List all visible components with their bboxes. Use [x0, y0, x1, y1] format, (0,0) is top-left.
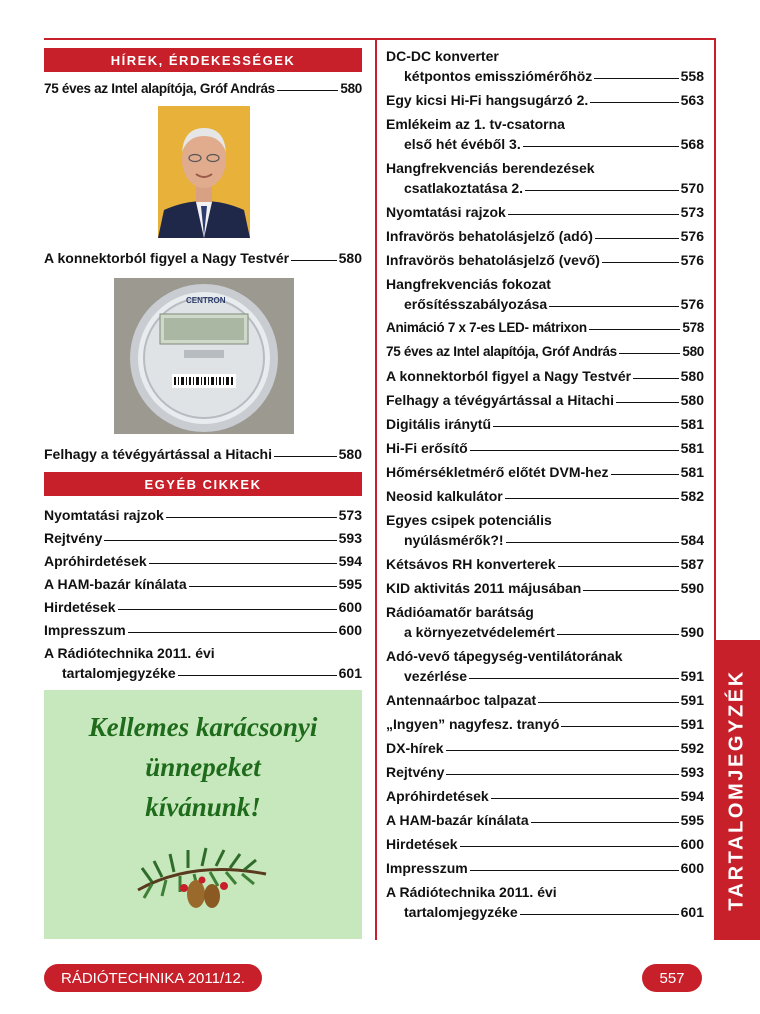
- side-tab-label: TARTALOMJEGYZÉK: [725, 669, 748, 911]
- toc-title: Egyes csipek potenciális: [386, 512, 552, 528]
- toc-title: DC-DC konverter: [386, 48, 499, 64]
- item-page: 593: [338, 530, 362, 546]
- toc-page: 580: [682, 344, 704, 359]
- toc-item[interactable]: [386, 462, 704, 482]
- toc-item[interactable]: [386, 810, 704, 830]
- toc-page: 563: [680, 92, 704, 108]
- item-title: Apróhirdetések: [44, 553, 147, 569]
- item-title: Impresszum: [44, 622, 126, 638]
- toc-item[interactable]: [386, 690, 704, 710]
- leader-line: [460, 846, 679, 847]
- leader-line: [274, 456, 337, 457]
- toc-item[interactable]: [386, 390, 704, 410]
- toc-item[interactable]: [386, 554, 704, 574]
- toc-item[interactable]: [386, 274, 704, 314]
- leader-line: [558, 566, 679, 567]
- toc-page: 580: [680, 368, 704, 384]
- list-item[interactable]: [44, 551, 362, 571]
- item-page: 600: [338, 622, 362, 638]
- leader-line: [470, 450, 679, 451]
- toc-item[interactable]: [386, 438, 704, 458]
- toc-item[interactable]: [386, 114, 704, 154]
- leader-line: [583, 590, 678, 591]
- item-page: 601: [338, 665, 362, 681]
- leader-line: [446, 774, 678, 775]
- item-title: Hirdetések: [44, 599, 116, 615]
- toc-page: 570: [680, 180, 704, 196]
- toc-title-cont: a környezetvédelemért: [404, 624, 555, 640]
- leader-line: [589, 329, 681, 330]
- toc-title: Antennaárboc talpazat: [386, 692, 537, 708]
- toc-title: Hirdetések: [386, 836, 458, 852]
- toc-page: 595: [680, 812, 704, 828]
- list-item[interactable]: [44, 643, 362, 683]
- toc-title: Neosid kalkulátor: [386, 488, 503, 504]
- toc-page: 584: [680, 532, 704, 548]
- toc-item[interactable]: [386, 882, 704, 922]
- toc-title-cont: erősítésszabályozása: [404, 296, 548, 312]
- toc-title: Digitális iránytű: [386, 416, 492, 432]
- item-title: Rejtvény: [44, 530, 103, 546]
- toc-title: Hőmérsékletmérő előtét DVM-hez: [386, 464, 609, 480]
- toc-title: A Rádiótechnika 2011. évi: [386, 884, 557, 900]
- toc-item[interactable]: [386, 486, 704, 506]
- toc-title: „Ingyen” nagyfesz. tranyó: [386, 716, 560, 732]
- right-rule: [714, 38, 716, 640]
- list-item[interactable]: [44, 505, 362, 525]
- toc-title: 75 éves az Intel alapítója, Gróf András: [386, 344, 617, 359]
- item-page: 600: [338, 599, 362, 615]
- toc-page: 581: [680, 416, 704, 432]
- toc-page: 576: [680, 296, 704, 312]
- toc-item[interactable]: [386, 858, 704, 878]
- leader-line: [520, 914, 679, 915]
- item-page: 594: [338, 553, 362, 569]
- leader-line: [595, 238, 679, 239]
- toc-page: 573: [680, 204, 704, 220]
- leader-line: [277, 90, 338, 91]
- leader-line: [104, 540, 336, 541]
- leader-line: [616, 402, 679, 403]
- toc-title-cont: tartalomjegyzéke: [404, 904, 518, 920]
- leader-line: [166, 517, 337, 518]
- toc-title-cont: nyúlásmérők?!: [404, 532, 504, 548]
- leader-line: [594, 78, 678, 79]
- toc-title: Animáció 7 x 7-es LED- mátrixon: [386, 320, 587, 335]
- leader-line: [602, 262, 679, 263]
- toc-item[interactable]: [386, 578, 704, 598]
- toc-page: 582: [680, 488, 704, 504]
- greeting-line: Kellemes karácsonyi: [88, 712, 318, 742]
- news-item-page: 580: [340, 81, 362, 96]
- section-banner-news: HÍREK, ÉRDEKESSÉGEK: [44, 48, 362, 72]
- news-item-page: 580: [338, 250, 362, 266]
- leader-line: [561, 726, 678, 727]
- leader-line: [531, 822, 679, 823]
- toc-page: 580: [680, 392, 704, 408]
- toc-title-cont: első hét évéből 3.: [404, 136, 521, 152]
- news-item-title: A konnektorból figyel a Nagy Testvér: [44, 250, 290, 266]
- toc-item[interactable]: [386, 46, 704, 86]
- leader-line: [469, 678, 679, 679]
- toc-page: 576: [680, 228, 704, 244]
- toc-page: 600: [680, 836, 704, 852]
- toc-item[interactable]: [386, 318, 704, 338]
- section-banner-other: EGYÉB CIKKEK: [44, 472, 362, 496]
- leader-line: [557, 634, 679, 635]
- toc-page: 594: [680, 788, 704, 804]
- leader-line: [118, 609, 337, 610]
- news-item-title: Felhagy a tévégyártással a Hitachi: [44, 446, 272, 462]
- toc-page: 568: [680, 136, 704, 152]
- meter-brand-label: CENTRON: [186, 296, 226, 305]
- toc-item[interactable]: [386, 342, 704, 362]
- leader-line: [493, 426, 679, 427]
- toc-title: Rejtvény: [386, 764, 445, 780]
- leader-line: [538, 702, 679, 703]
- toc-title: Infravörös behatolásjelző (vevő): [386, 252, 600, 268]
- toc-page: 591: [680, 716, 704, 732]
- leader-line: [446, 750, 679, 751]
- toc-title: Hi-Fi erősítő: [386, 440, 468, 456]
- toc-title-cont: kétpontos emissziómérőhöz: [404, 68, 593, 84]
- toc-page: 581: [680, 464, 704, 480]
- toc-item[interactable]: [386, 90, 704, 110]
- toc-page: 593: [680, 764, 704, 780]
- toc-title: Nyomtatási rajzok: [386, 204, 506, 220]
- item-title: A Rádiótechnika 2011. évi: [44, 645, 215, 661]
- toc-page: 558: [680, 68, 704, 84]
- leader-line: [291, 260, 337, 261]
- toc-page: 600: [680, 860, 704, 876]
- toc-item[interactable]: [386, 762, 704, 782]
- pine-branch-icon: [132, 830, 272, 920]
- toc-item[interactable]: [386, 202, 704, 222]
- toc-title: Emlékeim az 1. tv-csatorna: [386, 116, 565, 132]
- news-item-title: 75 éves az Intel alapítója, Gróf András: [44, 81, 275, 96]
- leader-line: [491, 798, 679, 799]
- greeting-line: kívánunk!: [145, 792, 261, 822]
- leader-line: [178, 675, 337, 676]
- leader-line: [505, 498, 679, 499]
- leader-line: [470, 870, 679, 871]
- leader-line: [523, 146, 679, 147]
- toc-page: 581: [680, 440, 704, 456]
- portrait-photo: [158, 106, 250, 238]
- toc-title: KID aktivitás 2011 májusában: [386, 580, 582, 596]
- toc-item[interactable]: [386, 786, 704, 806]
- list-item[interactable]: [44, 597, 362, 617]
- item-title-cont: tartalomjegyzéke: [62, 665, 176, 681]
- news-item-page: 580: [338, 446, 362, 462]
- toc-page: 591: [680, 692, 704, 708]
- holiday-greeting-box: [44, 690, 362, 939]
- toc-title: Adó-vevő tápegység-ventilátorának: [386, 648, 623, 664]
- column-divider: [375, 40, 377, 940]
- toc-item[interactable]: [386, 250, 704, 270]
- toc-title: Kétsávos RH konverterek: [386, 556, 556, 572]
- section-side-tab: [714, 640, 760, 940]
- toc-item[interactable]: [386, 414, 704, 434]
- toc-title: DX-hírek: [386, 740, 444, 756]
- list-item[interactable]: [44, 620, 362, 640]
- leader-line: [549, 306, 678, 307]
- publication-footer: RÁDIÓTECHNIKA 2011/12.: [44, 964, 262, 992]
- toc-page: 587: [680, 556, 704, 572]
- news-item[interactable]: [44, 248, 362, 268]
- toc-title: Hangfrekvenciás fokozat: [386, 276, 551, 292]
- toc-title: Hangfrekvenciás berendezések: [386, 160, 595, 176]
- toc-item[interactable]: [386, 366, 704, 386]
- item-page: 573: [338, 507, 362, 523]
- toc-item[interactable]: [386, 226, 704, 246]
- toc-page: 592: [680, 740, 704, 756]
- toc-page: 591: [680, 668, 704, 684]
- list-item[interactable]: [44, 574, 362, 594]
- item-page: 595: [338, 576, 362, 592]
- toc-page: 590: [680, 624, 704, 640]
- leader-line: [590, 102, 678, 103]
- toc-page: 576: [680, 252, 704, 268]
- toc-title: Felhagy a tévégyártással a Hitachi: [386, 392, 614, 408]
- toc-item[interactable]: [386, 602, 704, 642]
- page-number: 557: [642, 964, 702, 992]
- toc-title: A HAM-bazár kínálata: [386, 812, 529, 828]
- toc-page: 590: [680, 580, 704, 596]
- list-item[interactable]: [44, 528, 362, 548]
- item-title: Nyomtatási rajzok: [44, 507, 164, 523]
- leader-line: [189, 586, 337, 587]
- toc-page: 601: [680, 904, 704, 920]
- leader-line: [506, 542, 679, 543]
- toc-title: Infravörös behatolásjelző (adó): [386, 228, 593, 244]
- item-title: A HAM-bazár kínálata: [44, 576, 187, 592]
- toc-title: Apróhirdetések: [386, 788, 489, 804]
- toc-item[interactable]: [386, 158, 704, 198]
- toc-item[interactable]: [386, 738, 704, 758]
- smart-meter-photo: [114, 278, 294, 434]
- leader-line: [128, 632, 337, 633]
- leader-line: [525, 190, 679, 191]
- greeting-line: ünnepeket: [145, 752, 261, 782]
- leader-line: [633, 378, 679, 379]
- leader-line: [611, 474, 679, 475]
- leader-line: [619, 353, 680, 354]
- toc-title: A konnektorból figyel a Nagy Testvér: [386, 368, 632, 384]
- leader-line: [508, 214, 679, 215]
- top-rule: [44, 38, 716, 40]
- toc-item[interactable]: [386, 510, 704, 550]
- leader-line: [149, 563, 337, 564]
- toc-title: Rádióamatőr barátság: [386, 604, 534, 620]
- toc-item[interactable]: [386, 714, 704, 734]
- toc-title: Egy kicsi Hi-Fi hangsugárzó 2.: [386, 92, 589, 108]
- news-item[interactable]: [44, 79, 362, 99]
- other-articles-list: [44, 505, 362, 683]
- toc-title: Impresszum: [386, 860, 468, 876]
- toc-page: 578: [682, 320, 704, 335]
- toc-title-cont: csatlakoztatása 2.: [404, 180, 524, 196]
- toc-list: [386, 46, 704, 922]
- toc-item[interactable]: [386, 834, 704, 854]
- news-item[interactable]: [44, 444, 362, 464]
- toc-title-cont: vezérlése: [404, 668, 468, 684]
- toc-item[interactable]: [386, 646, 704, 686]
